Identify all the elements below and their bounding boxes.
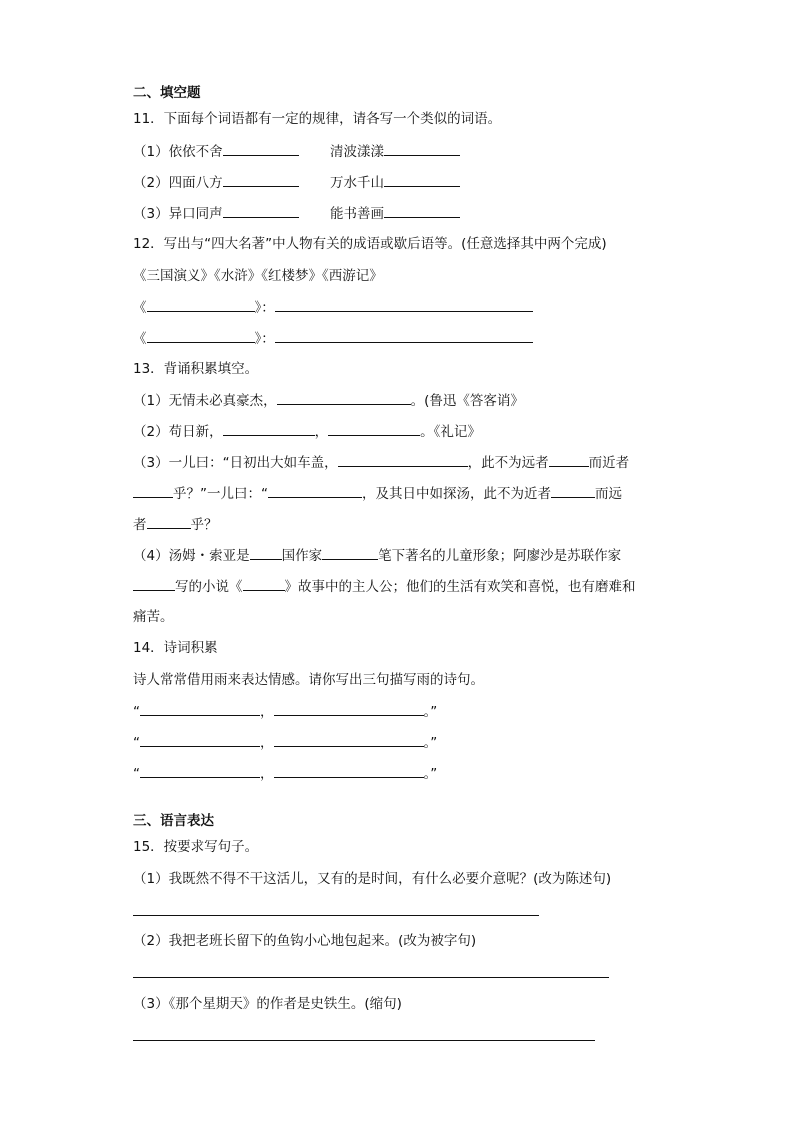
q12-close-2: 》： [254, 331, 275, 347]
q15-answer-line-1[interactable] [133, 915, 539, 916]
q11-row1-right-blank[interactable] [384, 141, 460, 156]
q13-part-1 [133, 390, 524, 411]
q11-row2-right: 万水千山 [330, 175, 384, 191]
q11-row3-right: 能书善画 [330, 206, 384, 222]
q14-blank-1b[interactable] [274, 701, 424, 716]
q11-stem: 11．下面每个词语都有一定的规律，请各写一个类似的词语。 [133, 111, 502, 127]
section-title-fill: 二、填空题 [133, 85, 201, 101]
q12-answer-blank-1[interactable] [275, 297, 533, 312]
q11-row3-left: （3）异口同声 [133, 206, 223, 222]
q15-answer-line-3[interactable] [133, 1040, 595, 1041]
q13-p2-text-c: 。《礼记》 [420, 424, 481, 440]
q13-p2-blank-2[interactable] [328, 421, 420, 436]
q13-p4-blank-4[interactable] [243, 576, 285, 591]
q13-p3-text-h: 乎？ [190, 517, 218, 533]
q13-p4-blank-3[interactable] [133, 576, 175, 591]
q13-p3-text-c: 而近者 [588, 455, 630, 471]
q11-row3-left-blank[interactable] [223, 203, 299, 218]
q13-p3-blank-5[interactable] [551, 483, 595, 498]
q12-open-2: 《 [133, 331, 147, 347]
q13-part-3-line-2 [133, 483, 622, 504]
q13-p1-text-a: （1）无情未必真豪杰， [133, 393, 277, 409]
q13-p3-text-b: ，此不为远者 [467, 455, 549, 471]
q14-poem-line-2 [133, 732, 437, 753]
q13-part-4-line-2 [133, 576, 636, 597]
q11-row3-right-blank[interactable] [384, 203, 460, 218]
q13-p3-blank-1[interactable] [338, 452, 468, 467]
q12-answer-1 [133, 297, 533, 318]
q11-row1-left-blank[interactable] [223, 141, 299, 156]
q13-p2-text-b: ， [314, 424, 329, 440]
q13-p4-text-d: 写的小说《 [175, 579, 243, 595]
q13-part-4-line-3: 痛苦。 [133, 609, 174, 625]
q11-row2-left-blank[interactable] [223, 172, 299, 187]
q14-open-quote-3: “ [133, 766, 140, 782]
q13-p4-blank-2[interactable] [322, 545, 378, 560]
q12-close-1: 》： [254, 300, 275, 316]
q13-p3-text-a: （3）一儿曰：“日初出大如车盖， [133, 455, 338, 471]
q14-comma-2: ， [260, 735, 274, 751]
q13-p4-text-e: 》故事中的主人公；他们的生活有欢笑和喜悦，也有磨难和 [284, 579, 636, 595]
q13-p1-blank[interactable] [277, 390, 411, 405]
q14-blank-3a[interactable] [140, 763, 260, 778]
q13-p3-text-e: ，及其日中如探汤，此不为近者 [362, 486, 551, 502]
q13-part-3-line-1 [133, 452, 629, 473]
q14-poem-line-3 [133, 763, 437, 784]
q15-sentence-3: （3）《那个星期天》的作者是史铁生。(缩句) [133, 996, 402, 1012]
q12-answer-blank-2[interactable] [275, 328, 533, 343]
q13-p3-blank-3[interactable] [133, 483, 173, 498]
q13-p3-text-d: 乎？”一儿曰：“ [173, 486, 268, 502]
q12-answer-2 [133, 328, 533, 349]
q14-close-quote-2: 。” [423, 735, 438, 751]
q14-poem-line-1 [133, 701, 437, 722]
q14-open-quote-2: “ [133, 735, 140, 751]
q13-part-3-line-3 [133, 514, 218, 535]
q13-p3-blank-2[interactable] [549, 452, 589, 467]
q13-p2-blank-1[interactable] [223, 421, 315, 436]
q14-close-quote-3: 。” [423, 766, 438, 782]
q13-p2-text-a: （2）苟日新， [133, 424, 223, 440]
q15-sentence-1: （1）我既然不得不干这活儿，又有的是时间，有什么必要介意呢？(改为陈述句) [133, 871, 612, 887]
q14-blank-3b[interactable] [274, 763, 424, 778]
q12-book-blank-2[interactable] [147, 328, 255, 343]
section-title-language: 三、语言表达 [133, 813, 214, 829]
q12-books: 《三国演义》《水浒》《红楼梦》《西游记》 [133, 268, 383, 284]
q13-part-2 [133, 421, 481, 442]
q13-stem: 13．背诵积累填空。 [133, 361, 259, 377]
q13-part-4-line-1 [133, 545, 621, 566]
q11-row1-left: （1）依依不舍 [133, 144, 223, 160]
q13-p4-text-b: 国作家 [281, 548, 323, 564]
q13-p3-text-g: 者 [133, 517, 147, 533]
q11-row2-left: （2）四面八方 [133, 175, 223, 191]
q15-answer-line-2[interactable] [133, 977, 609, 978]
q15-sentence-2: （2）我把老班长留下的鱼钩小心地包起来。(改为被字句) [133, 933, 477, 949]
q14-comma-3: ， [260, 766, 274, 782]
q11-row1-right: 清波漾漾 [330, 144, 384, 160]
q12-book-blank-1[interactable] [147, 297, 255, 312]
q14-blank-2a[interactable] [140, 732, 260, 747]
q14-open-quote-1: “ [133, 704, 140, 720]
q12-open-1: 《 [133, 300, 147, 316]
q13-p4-blank-1[interactable] [250, 545, 282, 560]
q14-blank-2b[interactable] [274, 732, 424, 747]
q13-p3-blank-4[interactable] [268, 483, 362, 498]
q13-p3-blank-6[interactable] [147, 514, 191, 529]
q13-p3-text-f: 而远 [595, 486, 622, 502]
q14-close-quote-1: 。” [423, 704, 438, 720]
q13-p4-text-a: （4）汤姆・索亚是 [133, 548, 250, 564]
q14-comma-1: ， [260, 704, 274, 720]
q12-stem: 12．写出与“四大名著”中人物有关的成语或歇后语等。(任意选择其中两个完成) [133, 236, 607, 252]
q13-p4-text-c: 笔下著名的儿童形象；阿廖沙是苏联作家 [378, 548, 622, 564]
q13-p1-text-b: 。(鲁迅《答客诮》 [410, 393, 524, 409]
q14-stem: 14．诗词积累 [133, 640, 218, 656]
q11-row2-right-blank[interactable] [384, 172, 460, 187]
q14-blank-1a[interactable] [140, 701, 260, 716]
q14-desc: 诗人常常借用雨来表达情感。请你写出三句描写雨的诗句。 [133, 672, 484, 688]
q15-stem: 15．按要求写句子。 [133, 839, 259, 855]
